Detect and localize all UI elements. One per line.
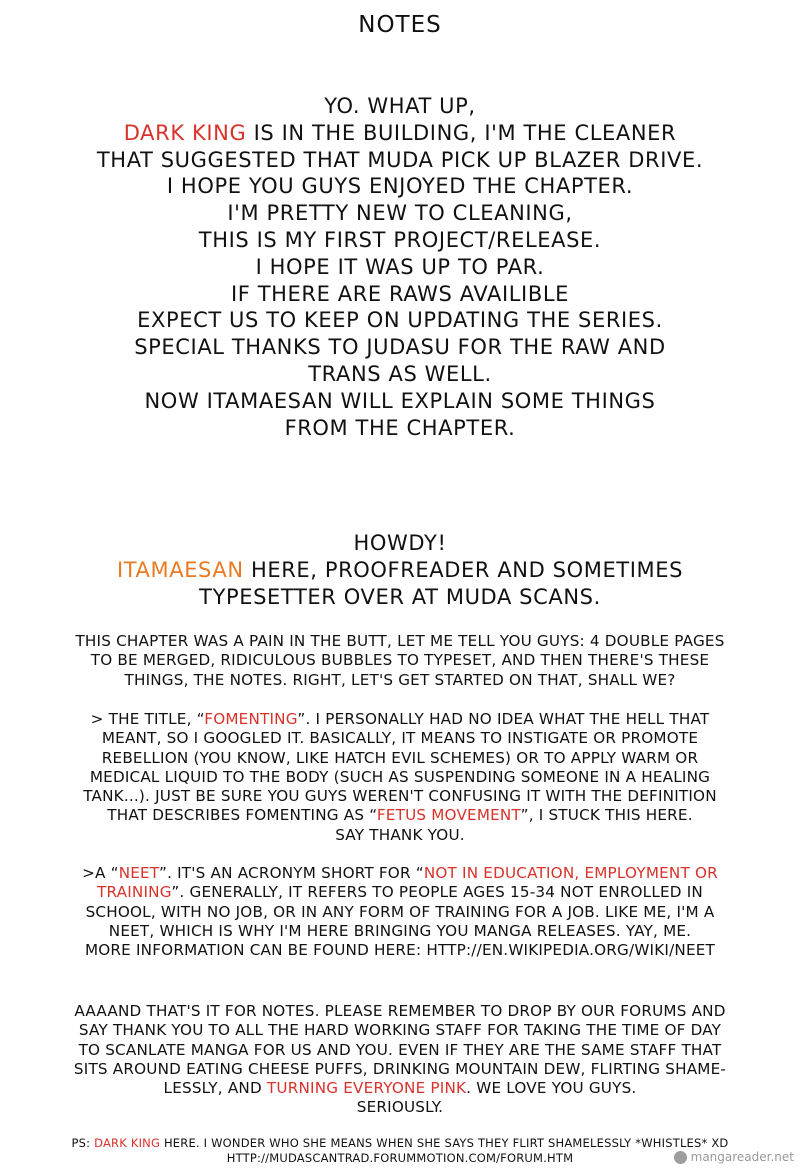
- forum-url: HTTP://MUDASCANTRAD.FORUMMOTION.COM/FORUM.HTM: [226, 1151, 574, 1165]
- itamaesan-intro: [0, 530, 800, 610]
- para-line: [0, 883, 800, 902]
- fomenting-term: FOMENTING: [204, 710, 298, 728]
- intro-line: TYPESETTER OVER AT MUDA SCANS.: [199, 584, 601, 609]
- para-text: . WE LOVE YOU GUYS.: [466, 1079, 637, 1098]
- watermark-logo-icon: [674, 1151, 687, 1164]
- para-text: ”, I STUCK THIS HERE.: [520, 806, 693, 825]
- para-line: MORE INFORMATION CAN BE FOUND HERE: HTTP://EN.WIKIPEDIA.ORG/WIKI/NEET: [84, 941, 716, 960]
- para-line: REBELLION (YOU KNOW, LIKE HATCH EVIL SCHEMES) OR TO APPLY WARM OR: [101, 748, 699, 767]
- watermark: [674, 1150, 794, 1164]
- dark-king-note: [0, 93, 800, 441]
- para-line: THINGS, THE NOTES. RIGHT, LET'S GET STARTED ON THAT, SHALL WE?: [124, 670, 676, 689]
- para-line: SERIOUSLY.: [356, 1098, 444, 1117]
- para-text: ”. I PERSONALLY HAD NO IDEA WHAT THE HELL THAT: [297, 710, 710, 728]
- para-line: SAY THANK YOU TO ALL THE HARD WORKING STAFF FOR TAKING THE TIME OF DAY: [78, 1021, 722, 1040]
- neet-term: NEET: [118, 864, 159, 882]
- note-line: [0, 120, 800, 147]
- ps-line: [0, 1136, 800, 1151]
- para-line: [0, 1079, 800, 1098]
- note-line: EXPECT US TO KEEP ON UPDATING THE SERIES.: [137, 308, 663, 333]
- para-text: > THE TITLE, “: [90, 710, 205, 728]
- para-text: >A “: [82, 864, 119, 882]
- para-text: ”. GENERALLY, IT REFERS TO PEOPLE AGES 15-34 NOT ENROLLED IN: [171, 883, 703, 902]
- note-line: IF THERE ARE RAWS AVAILIBLE: [230, 281, 570, 306]
- note-line: NOW ITAMAESAN WILL EXPLAIN SOME THINGS: [144, 388, 656, 413]
- intro-text: HERE, PROOFREADER AND SOMETIMES: [243, 557, 684, 582]
- note-line: SPECIAL THANKS TO JUDASU FOR THE RAW AND: [134, 335, 666, 360]
- paragraph-closing: [0, 1002, 800, 1118]
- dark-king-name: DARK KING: [123, 120, 247, 145]
- neet-definition: TRAINING: [97, 883, 172, 902]
- para-text: LESSLY, AND: [163, 1079, 267, 1098]
- note-line: THAT SUGGESTED THAT MUDA PICK UP BLAZER DRIVE.: [96, 147, 704, 172]
- intro-line: [0, 557, 800, 584]
- note-line: YO. WHAT UP,: [324, 94, 476, 118]
- note-line: FROM THE CHAPTER.: [284, 415, 516, 440]
- itamaesan-name: ITAMAESAN: [116, 557, 244, 582]
- para-line: [0, 864, 800, 883]
- para-line: SAY THANK YOU.: [335, 825, 465, 844]
- para-line: THIS CHAPTER WAS A PAIN IN THE BUTT, LET ME TELL YOU GUYS: 4 DOUBLE PAGES: [75, 632, 725, 650]
- para-line: [0, 806, 800, 825]
- para-line: TO BE MERGED, RIDICULOUS BUBBLES TO TYPESET, AND THEN THERE'S THESE: [90, 651, 710, 670]
- page-title: NOTES: [358, 12, 442, 38]
- note-line: I HOPE YOU GUYS ENJOYED THE CHAPTER.: [166, 174, 634, 199]
- para-line: NEET, WHICH IS WHY I'M HERE BRINGING YOU MANGA RELEASES. YAY, ME.: [108, 921, 692, 940]
- neet-definition: NOT IN EDUCATION, EMPLOYMENT OR: [423, 864, 718, 882]
- paragraph-fomenting: [0, 710, 800, 845]
- para-line: MEANT, SO I GOOGLED IT. BASICALLY, IT MEANS TO INSTIGATE OR PROMOTE: [101, 729, 699, 748]
- paragraph-neet: [0, 864, 800, 960]
- para-text: THAT DESCRIBES FOMENTING AS “: [107, 806, 377, 825]
- note-line: TRANS AS WELL.: [308, 361, 492, 386]
- para-line: MEDICAL LIQUID TO THE BODY (SUCH AS SUSPENDING SOMEONE IN A HEALING: [89, 767, 711, 786]
- ps-dark-king-name: DARK KING: [94, 1136, 161, 1150]
- watermark-text: mangareader.net: [690, 1150, 794, 1164]
- para-text: ”. IT'S AN ACRONYM SHORT FOR “: [159, 864, 424, 882]
- turning-pink-phrase: TURNING EVERYONE PINK: [266, 1079, 467, 1098]
- note-line: I'M PRETTY NEW TO CLEANING,: [227, 201, 573, 226]
- para-line: [0, 710, 800, 729]
- paragraph-chapter-pain: [0, 632, 800, 690]
- para-line: SCHOOL, WITH NO JOB, OR IN ANY FORM OF TRAINING FOR A JOB. LIKE ME, I'M A: [85, 902, 715, 921]
- ps-text: HERE. I WONDER WHO SHE MEANS WHEN SHE SAYS THEY FLIRT SHAMELESSLY *WHISTLES* XD: [160, 1136, 729, 1150]
- fetus-movement-term: FETUS MOVEMENT: [376, 806, 521, 825]
- note-line: I HOPE IT WAS UP TO PAR.: [255, 254, 545, 279]
- para-line: AAAAND THAT'S IT FOR NOTES. PLEASE REMEMBER TO DROP BY OUR FORUMS AND: [74, 1002, 726, 1020]
- note-line: THIS IS MY FIRST PROJECT/RELEASE.: [198, 227, 602, 252]
- intro-line: HOWDY!: [353, 531, 447, 555]
- note-text: IS IN THE BUILDING, I'M THE CLEANER: [246, 120, 677, 145]
- para-line: SITS AROUND EATING CHEESE PUFFS, DRINKING MOUNTAIN DEW, FLIRTING SHAME-: [73, 1059, 727, 1078]
- para-line: TANK...). JUST BE SURE YOU GUYS WEREN'T CONFUSING IT WITH THE DEFINITION: [83, 787, 717, 806]
- ps-prefix: PS:: [71, 1136, 95, 1150]
- para-line: TO SCANLATE MANGA FOR US AND YOU. EVEN IF THEY ARE THE SAME STAFF THAT: [78, 1040, 722, 1059]
